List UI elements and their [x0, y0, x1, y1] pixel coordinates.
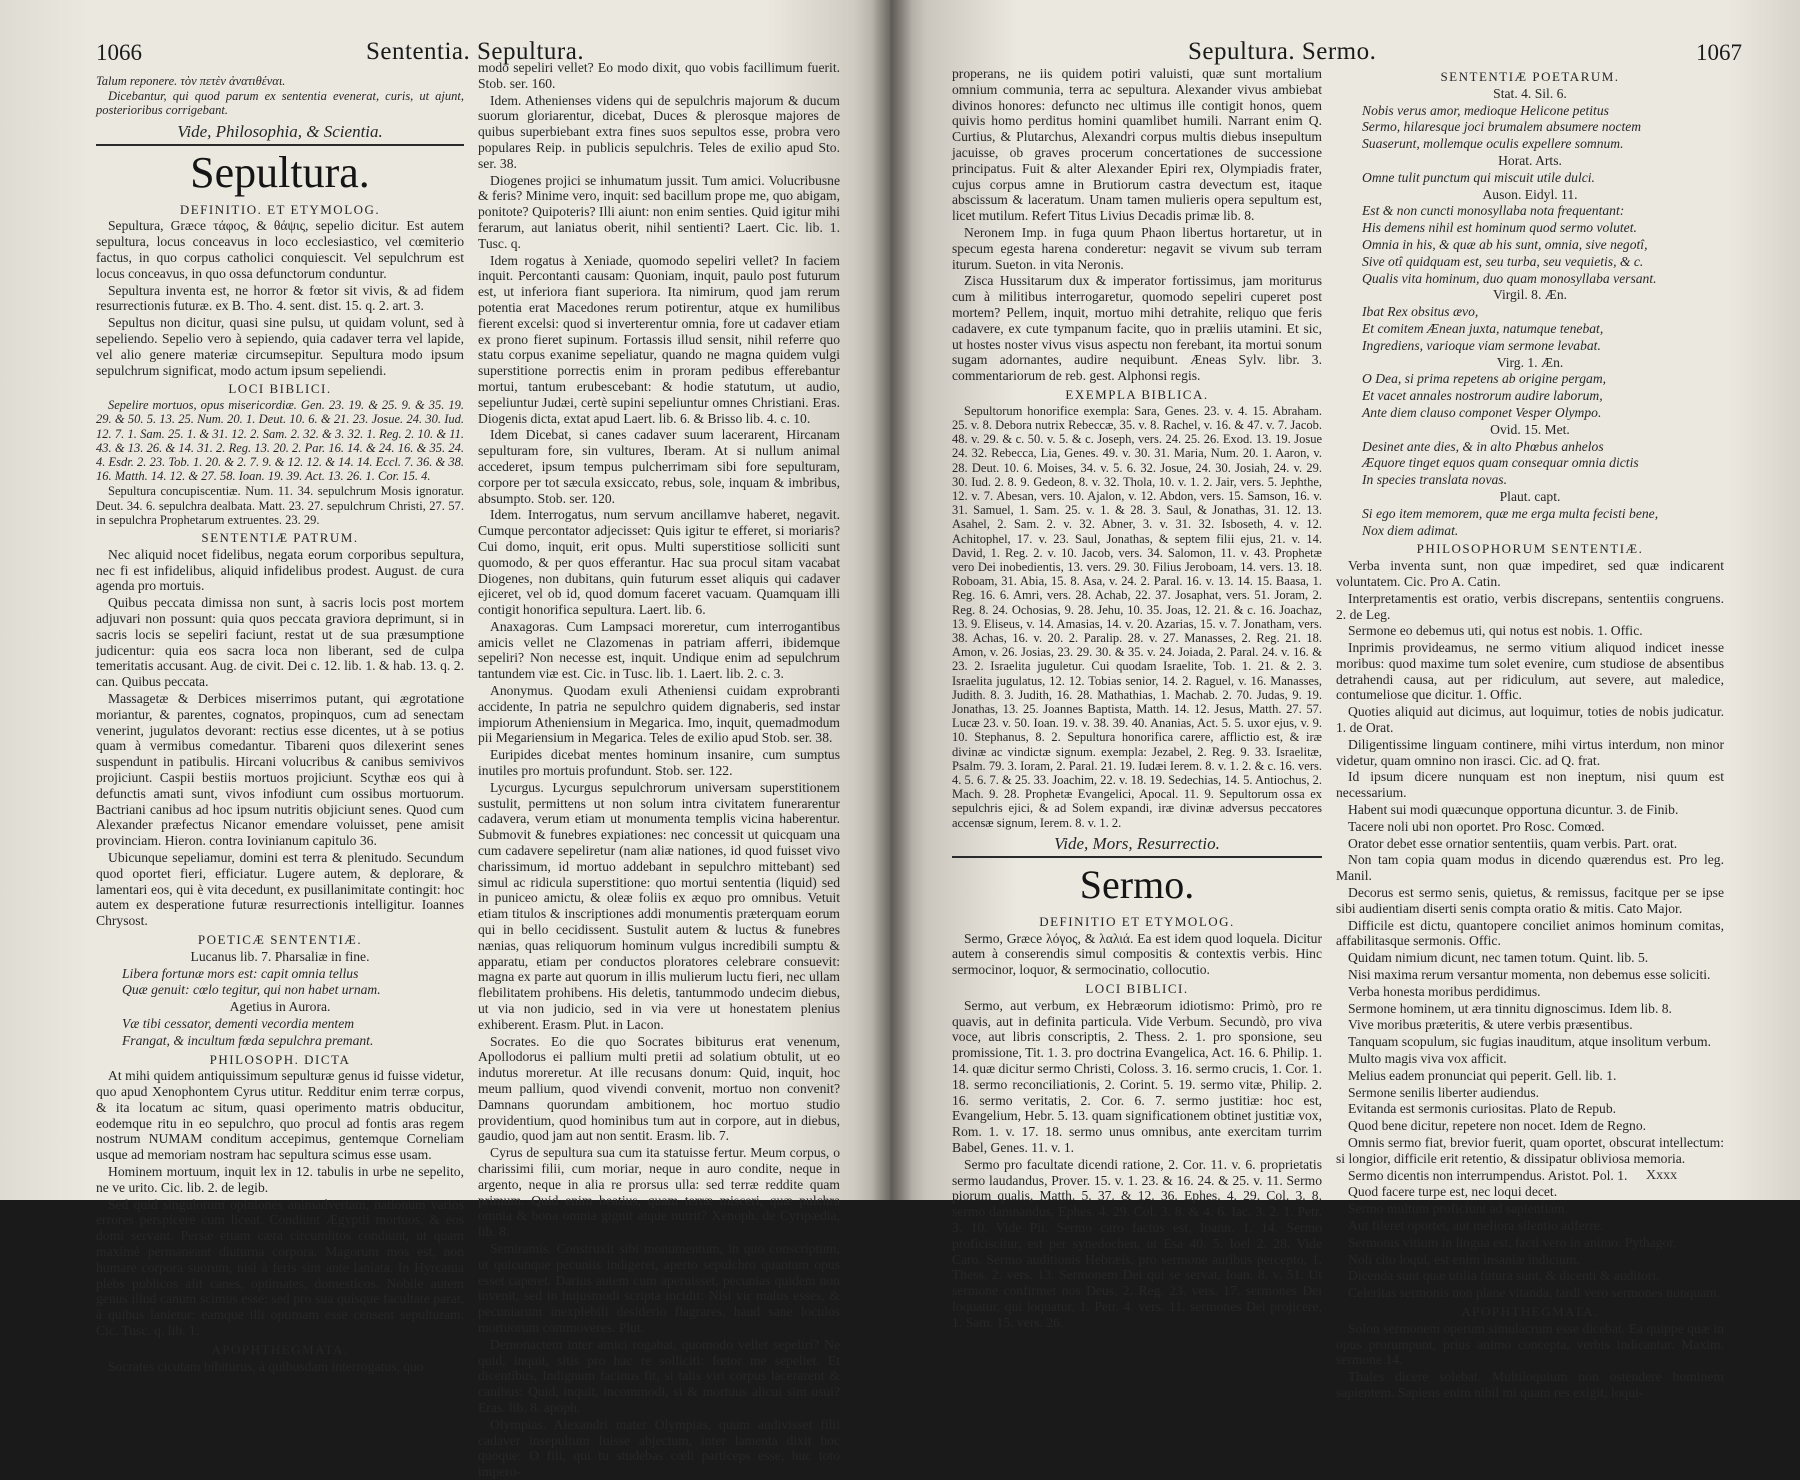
sentence: Sermone eo debemus uti, qui notus est nobis. 1. Offic.	[1348, 623, 1643, 639]
paragraph: Demonactem inter amici rogabat, quomodo vellet sepeliri? Ne quid, inquit, sitis pro hac re solliciti: fœtor me sepeliet. Et dicentibus, Indignum facinus fit, si talis viri corpus lacerarent & canibus: Quid, inquit, incommodi, si & mortuus alicui sim usui? Eras. lib. 8. apoph.	[478, 1336, 840, 1415]
verse-source: Plaut. capt.	[1499, 488, 1561, 504]
sentence: Sermonis vitium in lingua est, facti vero in animo. Pythagor.	[1348, 1234, 1677, 1250]
paragraph: Hominem mortuum, inquit lex in 12. tabulis in urbe ne sepelito, ne ve urito. Cic. lib. 2. de legib.	[96, 1164, 464, 1195]
verse-source: Agetius in Aurora.	[229, 999, 331, 1015]
sentence: Tacere noli ubi non oportet. Pro Rosc. Comœd.	[1348, 818, 1605, 834]
sentence: Nisi maxima rerum versantur momenta, non debemus esse soliciti.	[1348, 967, 1711, 983]
section-heading: PHILOSOPHORUM SENTENTIÆ.	[1416, 541, 1644, 557]
paragraph: Sermo pro facultate dicendi ratione, 2. Cor. 11. v. 6. proprietatis sermo laudandus, Prover. 15. v. 1. 23. & 16. 24. & 25. v. 11. Sermo piorum qualis, Matth. 5. 37. & 12. 36. Ephes. 4. 29. Col. 3. 8. sermo damnandus, Ephes. 4. 29. Col. 3. 8. & 4. 6. Iac. 3. 2. 1. Petr. 3. 10. Vide Pii. Sermo caro factus est, Ioann. 1. 14. Sermo proficiscitur, est per synedochen, ut Esa 40. 5. Ioel 2. 28. Vide Caro. Sermo auditionis Hebræis, pro sermone auribus percepto, 1. Thess. 2. vers. 13. Sermonem Dei qui se servat, Ioan. 8. v. 51. Ut sermone confirmet nos Deus, 2. Reg. 23. vers. 17. sermones Dei loquatur, qui loquatur, 1. Petr. 4. vers. 11. sermones Dei projicere, 1. Sam. 15. vers. 26.	[952, 1156, 1322, 1330]
right-page-column-1	[952, 66, 1322, 1330]
sentence: Sermo dicentis non interrumpendus. Aristot. Pol. 1.	[1348, 1167, 1628, 1183]
paragraph: Olympias. Alexandri mater Olympias, quum audivisset filii cadaver insepultum fuisse abjectum, inter lamenta dixit hoc quoque: O fili, qui tu studebas cœli particeps esse, huc toto impero-	[478, 1416, 840, 1480]
section-heading: DEFINITIO ET ETYMOLOG.	[1039, 913, 1235, 929]
paragraph: Idem. Interrogatus, num servum ancillamve haberet, negavit. Cumque percontator adjecisset: Quis igitur te efferet, si moriaris? Cui domo, inquit, erit opus. Multi superstitiose solliciti sunt quomodo, & per quos efferantur. Hac sua procul sitam vacabat Diogenes, non dubitans, quin futurum esset aliquis qui cadaver ejiceret, vel ob id, quod domum faceret vacuam. Quamquam illi contigit honorifica sepultura. Laert. lib. 6.	[478, 507, 840, 618]
running-head: Sepultura. Sermo.	[1188, 38, 1377, 65]
paragraph: Sepultus non dicitur, quasi sine pulsu, ut quidam volunt, sed à sepeliendo. Sepelio vero à sepiendo, quia cadaver terra vel lapide, vel alio genere materiæ circumsepitur. Sepultura modo ipsum sepulchrum significat, modo actum ipsum sepeliendi.	[96, 315, 464, 378]
section-heading: APOPHTHEGMATA.	[1461, 1303, 1599, 1319]
verse-line: Et comitem Ænean juxta, natumque tenebat,	[1362, 320, 1604, 336]
paragraph: Idem rogatus à Xeniade, quomodo sepeliri vellet? In faciem inquit. Percontanti causam: Quoniam, inquit, paulo post futurum est, ut inferiora fiant superiora. Ita nimirum, quod jam rerum potentia erat Macedones rerum potirentur, atque ex humilibus fierent excelsi: quod si inverterentur omnia, fore ut cadaver etiam ex prono fieret supinum. Fortassis illud sensit, nihil referre quo statu corpus exanime sepeliatur, quando ne magna quidem vulgi superstitione porrectis enim in proram pedibus efferebantur mortui, tantum erubescebant: & hodie statutum, ut audio, sepeliuntur Judæi, certè supini sepeliuntur omnes Christiani. Eras. Diogenis dicta, extat apud Laert. lib. 6. & Brisso lib. 4. c. 10.	[478, 252, 840, 426]
section-heading: APOPHTHEGMATA.	[211, 1341, 349, 1357]
paragraph: At mihi quidem antiquissimum sepulturæ genus id fuisse videtur, quo apud Xenophontem Cyrus utitur. Redditur enim terræ corpus, & ita locatum ac situm, quasi operimento matris obducitur, eodemque ritu in eo sepulchro, quo procul ad fontis aras regem nostrum NUMAM conditum accepimus, gentemque Corneliam usque ad memoriam nostram hac sepultura scimus esse usam.	[96, 1068, 464, 1163]
paragraph: Sepelire mortuos, opus misericordiæ. Gen. 23. 19. & 25. 9. & 35. 19. 29. & 50. 5. 13. 25. Num. 20. 1. Deut. 10. 6. & 21. 23. Josue. 24. 30. Iud. 12. 7. 1. Sam. 25. 1. & 31. 12. 2. Sam. 2. 32. & 3. 32. 1. Reg. 2. 10. & 11. 43. & 13. 26. & 14. 31. 2. Reg. 13. 20. 2. Par. 16. 14. & 24. 16. & 35. 24. 4. Esdr. 2. 23. Tob. 1. 20. & 2. 7. 9. & 12. 12. & 14. 14. Eccl. 7. 36. & 38. 16. Matth. 14. 12. & 27. 58. Ioan. 19. 39. Act. 13. 26. 1. Cor. 15. 4.	[96, 398, 464, 484]
left-page-column-2	[478, 60, 840, 1480]
paragraph: Sepultura concupiscentiæ. Num. 11. 34. sepulchrum Mosis ignoratur. Deut. 34. 6. sepulchra dealbata. Matt. 23. 27. sepulchrum Christi, 27. 57. in sepulchra Prophetarum extruentes. 23. 29.	[96, 484, 464, 527]
sentence: Difficile est dictu, quantopere conciliet animos hominum comitas, affabilitasque sermonis. Offic.	[1336, 917, 1724, 949]
verse-line: Desinet ante dies, & in alto Phœbus anhelos	[1362, 438, 1604, 454]
sentence: Inprimis provideamus, ne sermo vitium aliquod indicet inesse moribus: quod maxime tum solet evenire, cum studiose de absentibus detrahendi causa, aut per ridiculum, aut severe, aut maledice, contumeliose que dicitur. 1. Offic.	[1336, 640, 1724, 703]
philosophical-sentences	[1336, 558, 1724, 1301]
poetry-quotes	[1336, 86, 1724, 539]
paragraph: Neronem Imp. in fuga quum Phaon libertus hortaretur, ut in specum egesta harena conderetur: negavit se vivum sub terram iturum. Sueton. in vita Neronis.	[952, 224, 1322, 272]
paragraph: Quibus peccata dimissa non sunt, à sacris locis post mortem adjuvari non possunt: quia quos peccata graviora deprimunt, si in sacris locis se sepeliri faciunt, restat ut de sua præsumptione judicentur: quia eos sacra loca non liberant, sed de culpa temeritatis accusant. Aug. de civit. Dei c. 12. lib. 1. & hab. 13. q. 2. can. Quibus peccata.	[96, 595, 464, 690]
paragraph: Socrates. Eo die quo Socrates bibiturus erat venenum, Apollodorus ei pallium multi pretii ad solatium obtulit, ut eo indutus moreretur. At ille recusans donum: Quid, inquit, hoc meum pallium, quod vivendi convenit, mortuo non convenit? Damnans quorundam ambitionem, hoc mortuo studio providentium, quod hominibus tum aut in corpore, aut in diebus, gaudio, quod jam aut non sentit. Erasm. lib. 7.	[478, 1033, 840, 1144]
paragraph: properans, ne iis quidem potiri valuisti, quæ sunt mortalium omnium communia, terra ac sepultura. Alexander vivus ambiebat divinos honores: defuncto nec ultimus ille contigit honos, quem quivis homo perditus homini quamlibet humili. Narrant enim Q. Curtius, & Plutarchus, Alexandri corpus multis diebus insepultum jacuisse, ob graves procerum concertationes de successione principatus. Fuit & alter Alexander Epiri rex, Olympiadis frater, cujus corpus amne in Brutiorum castra devectum est, itaque abscissum & laceratum. Unam tamen mulieris opera sepultum est, licet mutilum. Refert Titus Livius Decadis primæ lib. 8.	[952, 66, 1322, 224]
paragraph: Sermo, Græce λόγος, & λαλιά. Ea est idem quod loquela. Dicitur autem à conserendis simul compositis & contextis verbis. Hinc sermocinor, loquor, & sermocinatio, collocutio.	[952, 930, 1322, 978]
sentence: Melius eadem pronunciat qui peperit. Gell. lib. 1.	[1348, 1067, 1617, 1083]
verse-source: Virgil. 8. Æn.	[1492, 287, 1568, 303]
sentence: Quod facere turpe est, nec loqui decet.	[1348, 1184, 1558, 1200]
verse-line: Qualis vita hominum, duo quam monosyllaba versant.	[1362, 270, 1657, 286]
verse-line: Quæ genuit: cœlo tegitur, qui non habet urnam.	[122, 982, 381, 998]
verse-line: Æquore tinget equos quam consequar omnia dictis	[1362, 455, 1639, 471]
verse-source: Auson. Eidyl. 11.	[1482, 186, 1578, 202]
sentence: Evitanda est sermonis curiositas. Plato de Repub.	[1348, 1101, 1617, 1117]
cross-reference: Vide, Philosophia, & Scientia.	[177, 121, 383, 141]
sentence: Multo magis viva vox afficit.	[1348, 1051, 1507, 1067]
paragraph: modo sepeliri vellet? Eo modo dixit, quo vobis facillimum fuerit. Stob. ser. 160.	[478, 60, 840, 91]
verse-line: Sive otî quidquam est, seu turba, seu vequietis, & c.	[1362, 253, 1644, 269]
verse-line: In species translata novas.	[1362, 472, 1507, 488]
sentence: Decorus est sermo senis, quietus, & remissus, facitque per se ipse sibi audientiam diserti senis compta oratio & mitis. Cato Major.	[1336, 885, 1724, 916]
sentence: Tanquam scopulum, sic fugias inauditum, atque insolitum verbum.	[1348, 1034, 1712, 1050]
verse-line: Ante diem clauso componet Vesper Olympo.	[1362, 404, 1602, 420]
cross-reference: Vide, Mors, Resurrectio.	[1054, 833, 1220, 853]
paragraph: Nec aliquid nocet fidelibus, negata eorum corporibus sepultura, nec fi est infidelibus, aliquid infidelibus prodest. August. de cura agenda pro mortuis.	[96, 546, 464, 594]
paragraph: Diogenes projici se inhumatum jussit. Tum amici. Volucribusne & feris? Minime vero, inquit: sed bacillum prope me, quo abigam, ponitote? Quipoteris? Illi aiunt: non enim senties. Quid igitur mihi ferarum, aut laniatus oberit, nihil sentienti? Laert. Cic. lib. 1. Tusc. q.	[478, 172, 840, 251]
paragraph: Idem. Athenienses videns qui de sepulchris majorum & ducum suorum gloriarentur, dicebat, Duces & plerosque majores de quibus superbiebant extra fines suos sepultos esse, probra vero populares Reip. in publicis sepulchris. Teles de exilio apud Sto. ser. 38.	[478, 92, 840, 171]
paragraph: Zisca Hussitarum dux & imperator fortissimus, jam moriturus cum à militibus interrogaretur, quomodo sepeliri cuperet post mortem? Pellem, inquit, mortuo mihi detrahite, reliquo que feris cadavere, ex cute tympanum facite, quo in præliis utamini. Et sic, ut hostes noster vivus visus aspectu non ferebant, ita mortui sonum sugam adornantes, audire nequibunt. Æneas Sylv. libr. 3. commentariorum de reb. gest. Alphonsi regis.	[952, 273, 1322, 384]
paragraph: Socrates cicutam bibiturus, à quibusdam interrogatus, quo	[108, 1358, 424, 1374]
sentence: Verba honesta moribus perdidimus.	[1348, 983, 1541, 999]
verse-line: Nox diem adimat.	[1362, 522, 1459, 538]
verse-source: Stat. 4. Sil. 6.	[1493, 85, 1567, 101]
left-page	[0, 0, 890, 1480]
paragraph: Sepultura, Græce τάφος, & θάψις, sepelio dicitur. Est autem sepultura, locus conceavus in loco ecclesiastico, vel cœmiterio factus, in quo corpus catholici conquiescit. Vel sepulchrum est locus conceavus, in quo ossa defunctorum conduntur.	[96, 218, 464, 281]
paragraph: Sermo, aut verbum, ex Hebræorum idiotismo: Primò, pro re quavis, aut in definita particula. Vide Verbum. Secundò, pro viva voce, aut libris conscriptis, 2. Thess. 2. 1. pro sponsione, seu promissione, Tit. 1. 3. pro doctrina Evangelica, Act. 16. 6. Philip. 1. 14. quæ dicitur sermo Christi, Coloss. 3. 16. sermo crucis, 1. Cor. 1. 18. sermo reconciliationis, 2. Corint. 5. 19. sermo vitæ, Philip. 2. 16. sermo veritatis, 2. Cor. 6. 7. sermo justitiæ: hoc est, Evangelium, Hebr. 5. 13. quam significationem obtinet justitiæ vox, Rom. 1. v. 17. 18. sermo unus omnibus, ante exercitam turrim Babel, Genes. 11. v. 1.	[952, 997, 1322, 1155]
sentence: Id ipsum dicere nunquam est non ineptum, nisi quum est necessarium.	[1336, 769, 1724, 801]
divider	[96, 144, 464, 146]
sentence: Aut fileret oportet, aut meliora silentio adferre.	[1348, 1217, 1604, 1233]
verse-line: Omnia in his, & quæ ab his sunt, omnia, sive negotî,	[1362, 236, 1648, 252]
entry-title: Sermo.	[1079, 861, 1195, 907]
sentence: Sermo multum proficiunt ad sapientiam.	[1348, 1201, 1569, 1217]
sentence: Diligentissime linguam continere, mihi virtus interdum, non minor videtur, quam omnino non irasci. Cic. ad Q. frat.	[1336, 736, 1724, 768]
divider	[952, 856, 1322, 858]
paragraph: Dicebantur, qui quod parum ex sententia evenerat, curis, ut ajunt, posterioribus corrigebant.	[96, 89, 464, 118]
paragraph: Thales dicere solebat. Multiloquium non ostendere hominem sapientem. Sapiens enim nihil mi quam res exigit, loqui-	[1336, 1369, 1724, 1400]
signature-mark: Xxxx	[1646, 1168, 1678, 1183]
verse-line: Væ tibi cessator, dementi vecordia mentem	[122, 1015, 355, 1031]
paragraph: Talum reponere. τὸν πετὲν ἀνατιθέναι.	[96, 74, 286, 88]
verse-source: Horat. Arts.	[1498, 152, 1562, 168]
sentence: Celeritas sermonis non plane vitanda, tardi vero sermones nunquam.	[1348, 1285, 1721, 1301]
entry-title: Sepultura.	[190, 147, 370, 197]
sentence: Dicenda sunt quæ utilia futura sunt, & dicenti & auditori.	[1348, 1268, 1660, 1284]
running-head: Sententia. Sepultura.	[366, 38, 585, 65]
verse-line: Frangat, & incultum fœda sepulchra premant.	[122, 1032, 374, 1048]
paragraph: Sed quid singulorum opiniones animadvertam, nationum varios errores perspicere cum liceat. Condiunt Ægyptii mortuos, & eos domi servant. Persæ etiam cæra circumlitos condiunt, ut quam maximè permaneant diuturna corpora. Magorum mos est, non humare corpora suorum, nisi à feris sint ante laniata. In Hyrcania plebs publicos alit canes, optimates, domesticos. Nobile autem genus illud canum scimus esse: sed pro sua quisque facultate parat, à quibus lanietur: eamque illi optimam esse censent sepulturam. Cic. Tusc. q. lib. 1.	[96, 1196, 464, 1339]
paragraph: Sepultura inventa est, ne horror & fœtor sit vivis, & ad fidem resurrectionis futuræ. ex B. Tho. 4. sent. dist. 15. q. 2. art. 3.	[96, 282, 464, 314]
paragraph: Solon sermonem operum simulacrum esse dicebat. Ea quippe quæ in opus prorumpunt, prius animo concepta, verbis indicantur. Maxim. sermone 14.	[1336, 1320, 1724, 1368]
verse-line: Nobis verus amor, medioque Helicone petitus	[1362, 102, 1609, 118]
paragraph: Semiramis. Construxit sibi monumentum, in quo conscriptum, ut quicunque pecuniis indigeret, aperto sepulchro quantum opus esset caperet. Darius autem cum aperuisset, pecunias quidem non invenit, sed in hujusmodi scripta incidit: Nisi vir malus esses, & pecuniarum inexplebili desiderio flagrares, haud sane loculos mortuorum commoveres. Plut.	[478, 1240, 840, 1335]
section-heading: POETICÆ SENTENTIÆ.	[197, 931, 363, 947]
sentence: Quod bene dicitur, repetere non nocet. Idem de Regno.	[1348, 1118, 1647, 1134]
sentence: Vive moribus præteritis, & utere verbis præsentibus.	[1348, 1017, 1633, 1033]
sentence: Quidam nimium dicunt, nec tamen totum. Quint. lib. 5.	[1348, 950, 1649, 966]
sentence: Sermone hominem, ut æra tinnitu dignoscimus. Idem lib. 8.	[1348, 1000, 1672, 1016]
paragraph: Massagetæ & Derbices miserrimos putant, qui ægrotatione moriantur, & parentes, cognatos, propinquos, cum ad senectam venerint, jugulatos devorant: rectius esse dicentes, ut à se potius quam à vermibus comedantur. Tibareni quos dilexerint senes suspendunt in patibulis. Hircani volucribus & canibus semivivos projiciunt. Caspii bestiis mortuos projiciunt. Scythæ eos qui à defunctis amati sunt, vivos infodiunt cum ossibus mortuorum. Bactriani canibus ad hoc ipsum nutritis objiciunt senes. Quod cum Alexander præfectus Nicanor emendare voluisset, pene amisit provinciam. Hieron. contra Iovinianum capitulo 36.	[96, 690, 464, 849]
verse-line: Omne tulit punctum qui miscuit utile dulci.	[1362, 169, 1595, 185]
section-heading: DEFINITIO. ET ETYMOLOG.	[179, 201, 381, 217]
verse-line: Libera fortunæ mors est: capit omnia tellus	[122, 965, 359, 981]
sentence: Habent sui modi quæcunque opportuna dicuntur. 3. de Finib.	[1348, 802, 1679, 818]
paragraph: Lycurgus. Lycurgus sepulchrorum universam superstitionem sustulit, permittens ut non solum intra civitatem funerarentur cadavera, verum etiam ut monumenta templis vicina haberentur. Submovit & funebres expiationes: nec concessit ut quicquam una cum cadavere sepeliretur (nam aliæ nationes, id quod fuisset vivo charissimum, id mortuo addebant in sepulchro mittebant) sed simul ac ridicula superstitione: quo mortui sententia (liquid) sed in puniceo amictu, & oleæ foliis ex æquo pro omnibus. Vetuit etiam titulos & inscriptiones addi monumentis præterquam eorum qui in bello cecidissent. Sustulit autem & luctus & funebres nænias, quas reliquorum hominum vulgus incredibili sumptu & apparatu, etiam per conductos ploratores celebrare consuevit: magna ex parte aut quorum in illis mulierum luctu fieri, nec ullam flebilitatem prohibens. His deletis, tantummodo undecim diebus, ut via non judicio, sed in via vere ut honestatem plenius exhiberent. Erasm. Plut. in Lacon.	[478, 779, 840, 1032]
right-page-column-2	[1336, 66, 1724, 1400]
verse-line: Si ego item memorem, quæ me erga multa fecisti bene,	[1362, 505, 1659, 521]
book-gutter	[872, 0, 912, 1200]
page-number: 1067	[1696, 40, 1742, 65]
paragraph: Euripides dicebat mentes hominum insanire, cum sumptus inutiles pro mortuis profundunt. Stob. ser. 122.	[478, 747, 840, 779]
right-page	[890, 0, 1800, 1400]
paragraph: Anonymus. Quodam exuli Atheniensi cuidam exprobranti accidente, In patria ne sepulchro quidem dignaberis, sed instar impiorum Atheniensium in Megarica. Imo, inquit, quemadmodum pii Megariensium in Megarica. Teles de exilio apud Stob. ser. 38.	[478, 683, 840, 746]
verse-line: Ingrediens, varioque viam sermone levabat.	[1362, 337, 1601, 353]
verse-line: Et vacet annales nostrorum audire laborum,	[1362, 388, 1603, 404]
paragraph: Sepultorum honorifice exempla: Sara, Genes. 23. v. 4. 15. Abraham. 25. v. 8. Debora nutrix Rebeccæ, 35. v. 8. Rachel, v. 16. & 47. v. 7. Jacob. 48. v. 29. & c. 50. v. 5. & c. Joseph, vers. 24. 25. 26. Exod. 13. 19. Josue 24. 32. Rebecca, Lia, Genes. 49. v. 30. 31. Maria, Num. 20. 1. Aaron, v. 28. Deut. 10. 6. Moises, 34. v. 5. 6. 32. Josue, 24. 30. Josiah, 24. v. 29. 30. Iud. 2. 8. 9. Gedeon, 8. v. 32. Thola, 10. v. 1. 2. Jair, vers. 5. Jephthe, 12. v. 7. Abesan, vers. 10. Ajalon, v. 12. Abdon, vers. 15. Samson, 16. v. 31. Samuel, 1. Sam. 25. v. 1. & 28. 3. Saul, & Jonathas, 31. 12. 13. Asahel, 2. Sam. 2. v. 32. Abner, 3. v. 31. 32. Isboseth, 4. v. 12. Achitophel, 17. v. 23. Saul, Jonathas, & septem filii ejus, 21. v. 14. David, 1. Reg. 2. v. 10. Jacob, vers. 34. Salomon, 11. v. 43. Prophetæ vero Dei inobedientis, 13. vers. 29. 30. Filius Jeroboam, 14. vers. 13. 18. Roboam, 31. Abia, 15. 8. Asa, v. 24. 2. Paral. 16. v. 13. 14. 15. Baasa, 1. Reg. 16. 6. Amri, vers. 28. Achab, 22. 37. Josaphat, vers. 51. Joram, 2. Reg. 8. 24. Ochosias, 9. 28. Jehu, 10. 35. Joas, 12. 21. & c. 16. Joachaz, 13. 9. Eliseus, v. 14. Amasias, 14. v. 20. Azarias, 15. v. 7. Jonatham, vers. 38. Achas, 16. v. 20. 2. Paralip. 28. v. 27. Manasses, 2. Reg. 21. 18. Amon, v. 26. Josias, 23. 29. 30. & 35. v. 24. Joiada, 2. Paral. 24. v. 16. & 23. 2. Israelita juguletur. Cui quodam Israelite, Tob. 1. 21. & 2. 3. Israelita jugulatus, 12. 12. Tobias senior, 14. 2. Raguel, v. 16. Manasses, Judith. 8. 3. Judith, 16. 28. Mathathias, 1. Machab. 2. 70. Judas, 9. 19. Jonathas, 13. 25. Joannes Baptista, Matth. 14. 12. Jesus, Matth. 27. 57. Lucæ 23. v. 50. Ioan. 19. v. 38. 39. 40. Ananias, Act. 5. 5. uxor ejus, v. 9. 10. Stephanus, 8. 2. Sepultura honorifica carere, afflictio est, & iræ divinæ ac vindictæ signum. exempla: Jezabel, 2. Reg. 9. 33. Israelitæ, Psalm. 79. 3. Ioram, 2. Paral. 21. 19. Iudæi Ierem. 8. v. 1. 2. & c. 16. vers. 4. 5. 6. 7. & 25. 33. Joachim, 22. v. 18. 19. Sedechias, 14. 5. Antiochus, 2. Mach. 9. 28. Prophetæ Evangelici, Apocal. 11. 9. Sepultorum ossa ex sepulchris ejici, & ad Solem expandi, iræ divinæ adversus peccatores accensæ signum, Ierem. 8. v. 1. 2.	[952, 403, 1322, 830]
sentence: Verba inventa sunt, non quæ impediret, sed quæ indicarent voluntatem. Cic. Pro A. Catin.	[1336, 558, 1724, 589]
verse-line: Sermo, hilaresque joci brumalem absumere noctem	[1362, 119, 1642, 135]
verse-line: Ibat Rex obsitus ævo,	[1362, 304, 1479, 320]
verse-line: His demens nihil est hominum quod sermo volutet.	[1362, 220, 1637, 236]
paragraph: Anaxagoras. Cum Lampsaci moreretur, cum interrogantibus amicis vellet ne Clazomenas in patriam afferri, ibidemque sepeliri? Non necesse est, inquit. Undique enim ad sepulchrum tantundem viæ est. Cic. in Tusc. lib. 1. Laert. lib. 2. c. 3.	[478, 618, 840, 682]
section-heading: SENTENTIÆ PATRUM.	[201, 530, 359, 545]
verse-line: Est & non cuncti monosyllaba nota frequentant:	[1362, 203, 1625, 219]
verse-source: Lucanus lib. 7. Pharsaliæ in fine.	[190, 948, 370, 964]
verse-line: Suaserunt, mollemque oculis expellere somnum.	[1362, 136, 1624, 152]
sentence: Interpretamentis est oratio, verbis discrepans, sententiis congruens. 2. de Leg.	[1336, 590, 1724, 622]
paragraph: Cyrus de sepultura sua cum ita statuisse fertur. Meum corpus, o charissimi filii, cum moriar, neque in auro condite, neque in argento, neque in alia re prorsus ulla: sed terræ reddite quam primum. Quid enim beatius, quam terræ misceri, quæ pulchra omnia & bona omnia gignit atque nutrit? Xenoph. de Cyripædia, lib. 8.	[478, 1145, 840, 1240]
sentence: Omnis sermo fiat, brevior fuerit, quam oportet, obscurat intellectum: si longior, difficile erit retentio, & dissipatur obliviosa memoria.	[1336, 1135, 1724, 1166]
paragraph: Ubicunque sepeliamur, domini est terra & plenitudo. Secundum quod oportet fieri, efficiatur. Lugere autem, & deplorare, & lamentari eos, qui è vita decedunt, ex pusillanimitate contingit: hoc autem ex desperatione futuræ resurrectionis intelligitur. Ioannes Chrysost.	[96, 849, 464, 929]
verse-source: Virg. 1. Æn.	[1496, 354, 1564, 370]
paragraph: Idem Dicebat, si canes cadaver suum lacerarent, Hircanam sepulturam fore, sin vultures, Iberam. At si nullum animal accederet, ipsum tempus pulcherrimam sibi fore sepulturam, corpore per tot sæcula exsiccato, rebus, sole, inquam & imbribus, absumpto. Stob. ser. 120.	[478, 427, 840, 506]
section-heading: EXEMPLA BIBLICA.	[1065, 386, 1209, 402]
sentence: Non tam copia quam modus in dicendo quærendus est. Pro leg. Manil.	[1336, 852, 1724, 884]
page-number: 1066	[96, 40, 142, 65]
sentence: Orator debet esse ornatior sententiis, quam verbis. Part. orat.	[1348, 835, 1678, 851]
section-heading: LOCI BIBLICI.	[1085, 981, 1189, 997]
sentence: Quoties aliquid aut dicimus, aut loquimur, toties de nobis judicatur. 1. de Orat.	[1336, 704, 1724, 736]
verse-source: Ovid. 15. Met.	[1490, 421, 1570, 437]
verse-line: O Dea, si prima repetens ab origine pergam,	[1362, 371, 1607, 387]
sentence: Sermone senilis liberter audiendus.	[1348, 1084, 1540, 1100]
section-heading: LOCI BIBLICI.	[228, 381, 332, 397]
section-heading: PHILOSOPH. DICTA	[209, 1051, 351, 1067]
left-page-column-1	[96, 74, 464, 1374]
section-heading: SENTENTIÆ POETARUM.	[1440, 69, 1620, 84]
sentence: Noli cito loqui, est enim insaniæ indicium.	[1348, 1251, 1580, 1267]
